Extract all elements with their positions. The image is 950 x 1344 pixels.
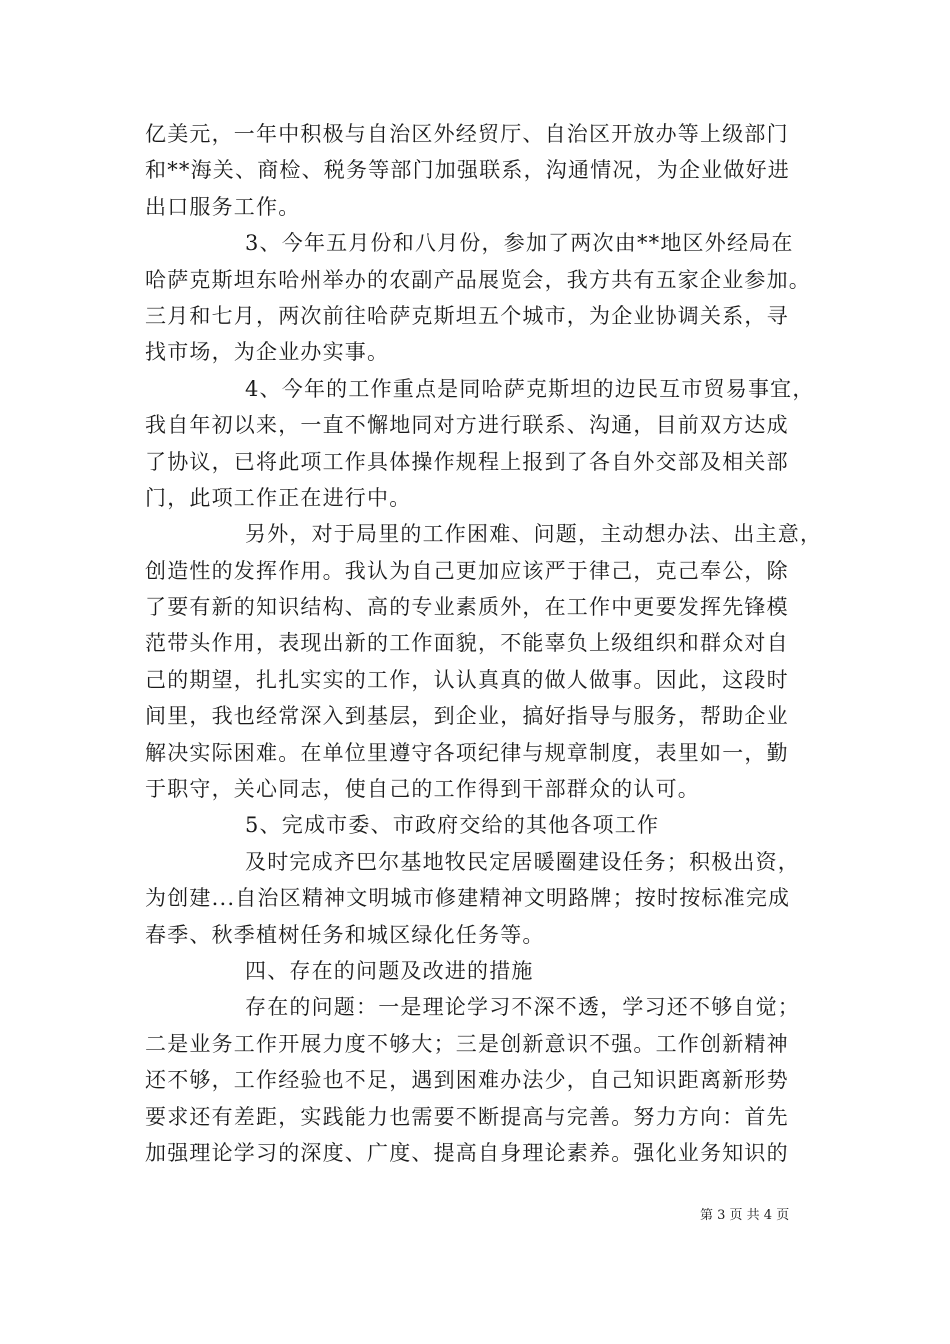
document-body	[145, 116, 823, 1171]
text-line: 了协议，已将此项工作具体操作规程上报到了各自外交部及相关部	[145, 449, 789, 474]
text-line: 另外，对于局里的工作困难、问题，主动想办法、出主意，	[245, 522, 823, 547]
text-line: 找市场，为企业办实事。	[145, 340, 390, 365]
text-line: 了要有新的知识结构、高的专业素质外，在工作中更要发挥先锋模	[145, 595, 789, 620]
text-line: 于职守，关心同志，使自己的工作得到干部群众的认可。	[145, 777, 700, 802]
text-line: 亿美元，一年中积极与自治区外经贸厅、自治区开放办等上级部门	[145, 122, 789, 146]
text-line: 二是业务工作开展力度不够大；三是创新意识不强。工作创新精神	[145, 1031, 789, 1056]
text-line: 哈萨克斯坦东哈州举办的农副产品展览会，我方共有五家企业参加。	[145, 267, 811, 292]
text-line: 要求还有差距，实践能力也需要不断提高与完善。努力方向：首先	[145, 1104, 789, 1129]
text-line: 5、完成市委、市政府交给的其他各项工作	[245, 813, 660, 838]
text-line: 创造性的发挥作用。我认为自己更加应该严于律己，克己奉公，除	[145, 558, 789, 583]
text-line: 门，此项工作正在进行中。	[145, 485, 412, 510]
text-line: 己的期望，扎扎实实的工作，认认真真的做人做事。因此，这段时	[145, 667, 789, 692]
text-line: 间里，我也经常深入到基层，到企业，搞好指导与服务，帮助企业	[145, 704, 789, 729]
text-line: 加强理论学习的深度、广度、提高自身理论素养。强化业务知识的	[145, 1140, 789, 1165]
text-line: 我自年初以来，一直不懈地同对方进行联系、沟通，目前双方达成	[145, 413, 789, 438]
text-line: 春季、秋季植树任务和城区绿化任务等。	[145, 922, 545, 947]
text-line: 范带头作用，表现出新的工作面貌，不能辜负上级组织和群众对自	[145, 631, 789, 656]
text-line: 解决实际困难。在单位里遵守各项纪律与规章制度，表里如一，勤	[145, 740, 789, 765]
text-line: 四、存在的问题及改进的措施	[245, 958, 534, 983]
page-footer: 第 3 页 共 4 页	[700, 1208, 790, 1223]
text-line: 3、今年五月份和八月份，参加了两次由**地区外经局在	[245, 231, 794, 256]
text-line: 存在的问题：一是理论学习不深不透，学习还不够自觉；	[245, 995, 800, 1020]
text-line: 为创建...自治区精神文明城市修建精神文明路牌；按时按标准完成	[145, 886, 791, 911]
text-line: 及时完成齐巴尔基地牧民定居暖圈建设任务；积极出资，	[245, 849, 800, 874]
text-line: 还不够，工作经验也不足，遇到困难办法少，自己知识距离新形势	[145, 1068, 789, 1093]
text-line: 4、今年的工作重点是同哈萨克斯坦的边民互市贸易事宜，	[245, 376, 815, 401]
text-line: 和**海关、商检、税务等部门加强联系，沟通情况，为企业做好进	[145, 158, 790, 183]
text-line: 三月和七月，两次前往哈萨克斯坦五个城市，为企业协调关系，寻	[145, 303, 789, 328]
text-line: 出口服务工作。	[145, 194, 301, 219]
